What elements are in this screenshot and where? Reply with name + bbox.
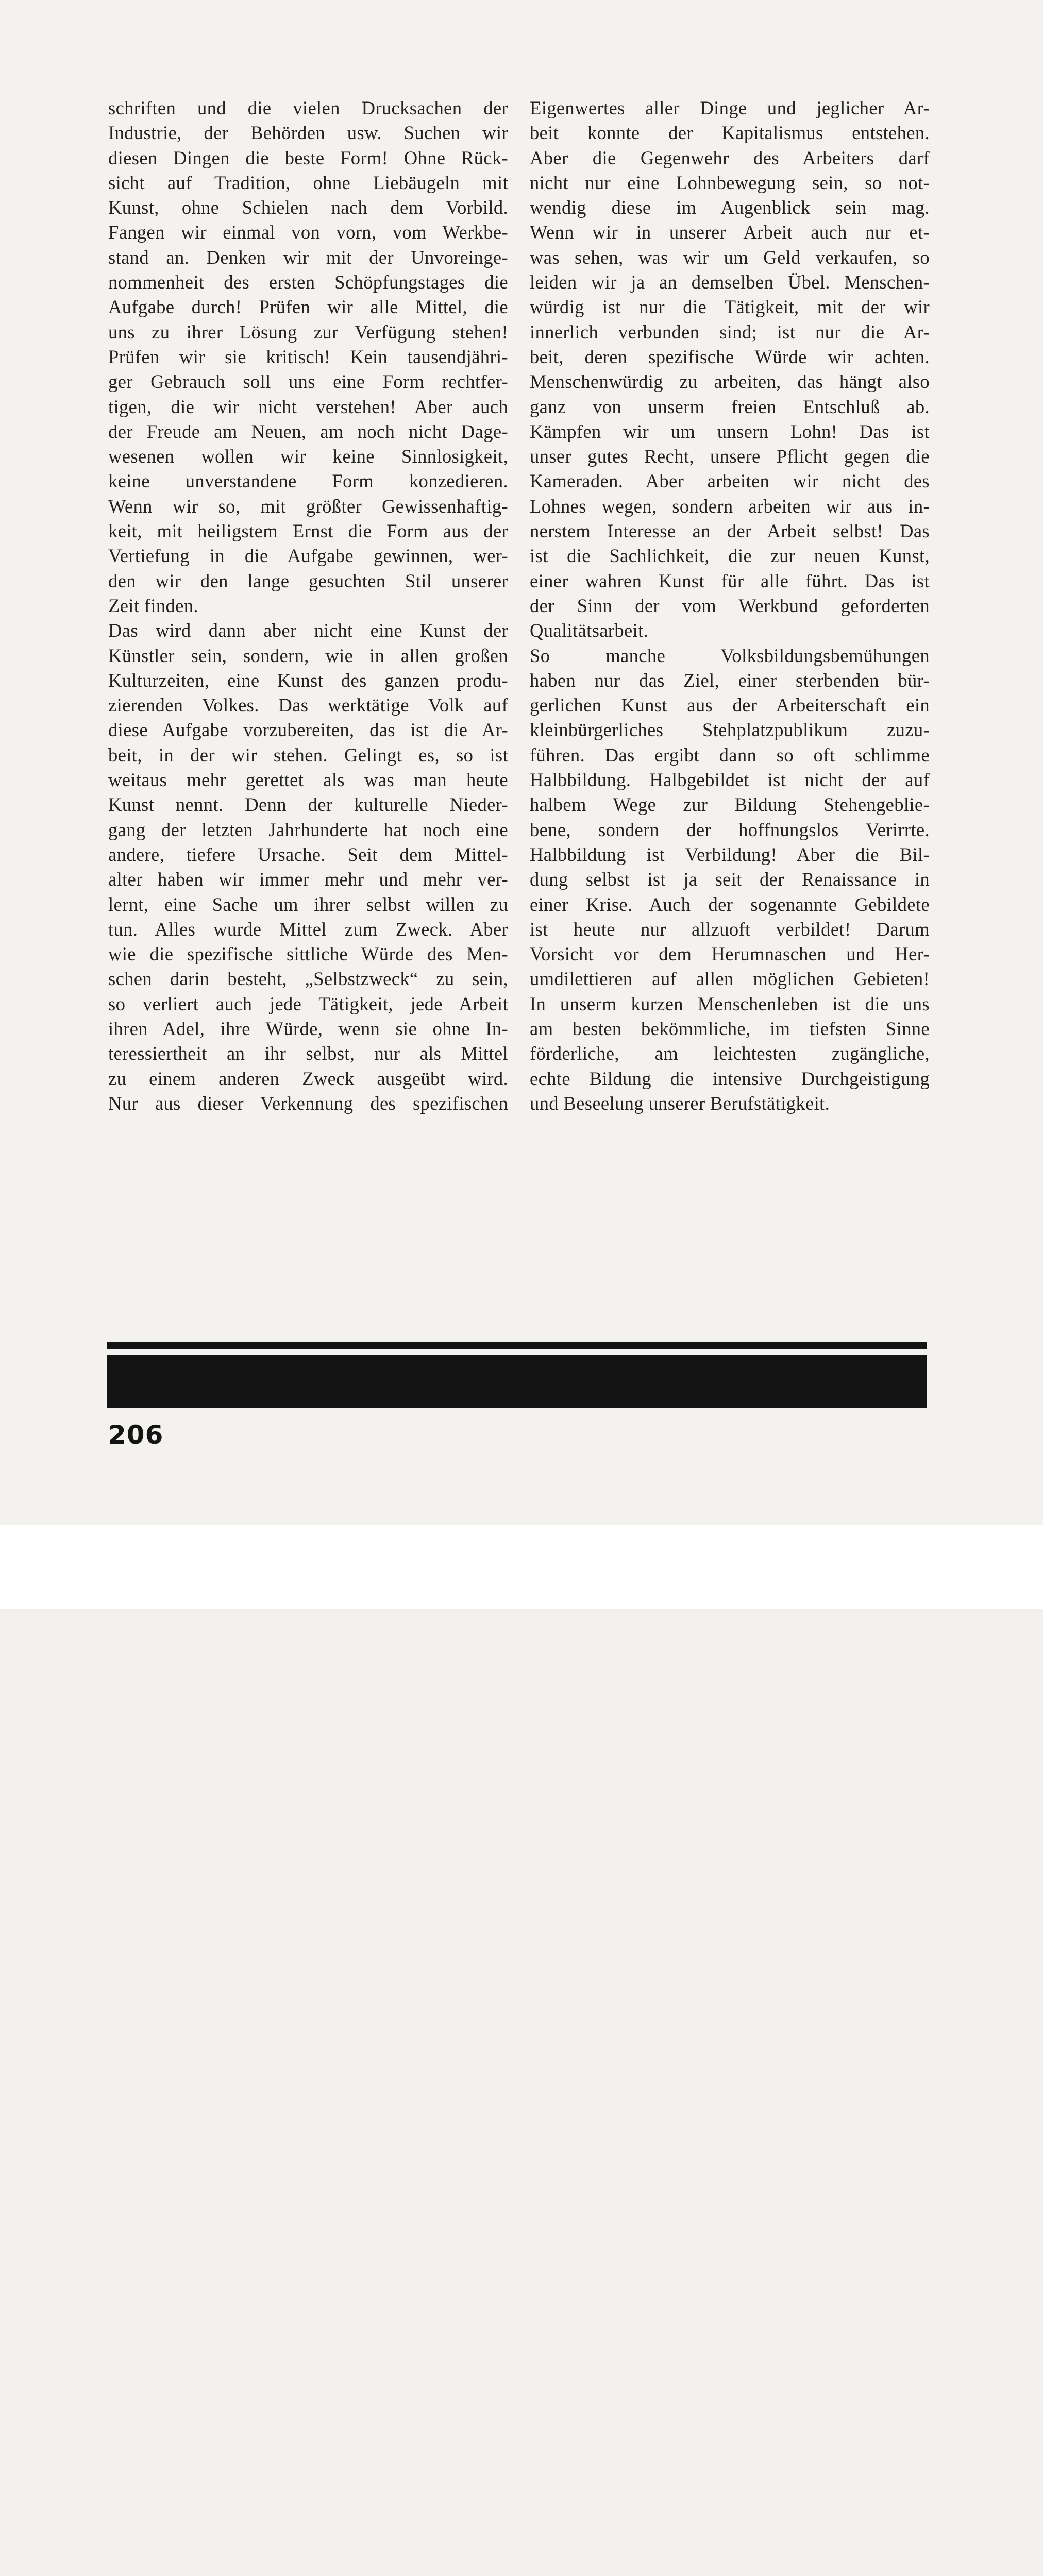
left-text-column [108,96,508,1116]
text-line: förderliche, am leichtesten zugängliche, [530,1043,930,1064]
text-line: wesenen wollen wir keine Sinnlosigkeit, [108,446,508,467]
text-line: Lohnes wegen, sondern arbeiten wir aus in- [530,495,930,517]
text-line: zu einem anderen Zweck ausgeübt wird. [108,1067,508,1089]
text-line: alter haben wir immer mehr und mehr ver- [108,869,508,890]
text-line: So manche Volksbildungsbemühungen [530,645,930,666]
text-line: Menschenwürdig zu arbeiten, das hängt also [530,371,930,393]
text-line: Vorsicht vor dem Herumnaschen und Her- [530,943,930,965]
text-line: leiden wir ja an demselben Übel. Menschen- [530,272,930,293]
text-line: Halbbildung ist Verbildung! Aber die Bil- [530,843,930,865]
text-line: Kunst nennt. Denn der kulturelle Nieder- [108,794,508,816]
digitization-footer [0,1525,1043,1609]
text-line: zierenden Volkes. Das werktätige Volk auf [108,694,508,716]
text-line: Nur aus dieser Verkennung des spezifischen [108,1092,508,1114]
text-line: einer wahren Kunst für alle führt. Das ist [530,570,930,591]
text-line: Kulturzeiten, eine Kunst des ganzen produ- [108,669,508,691]
text-line: führen. Das ergibt dann so oft schlimme [530,744,930,766]
text-line: wendig diese im Augenblick sein mag. [530,197,930,218]
text-line: tun. Alles wurde Mittel zum Zweck. Aber [108,918,508,940]
text-line: uns zu ihrer Lösung zur Verfügung stehen! [108,321,508,343]
text-line: Kameraden. Aber arbeiten wir nicht des [530,470,930,492]
text-line: wie die spezifische sittliche Würde des Men- [108,943,508,965]
text-line: halbem Wege zur Bildung Stehengeblie- [530,794,930,816]
text-line: In unserm kurzen Menschenleben ist die uns [530,993,930,1014]
text-line: was sehen, was wir um Geld verkaufen, so [530,246,930,268]
text-line: keit, mit heiligstem Ernst die Form aus der [108,520,508,542]
text-line: ihren Adel, ihre Würde, wenn sie ohne In- [108,1018,508,1039]
text-line: sicht auf Tradition, ohne Liebäugeln mit [108,172,508,193]
text-line: und Beseelung unserer Berufstätigkeit. [530,1092,830,1114]
text-line: beit, deren spezifische Würde wir achten. [530,346,930,367]
text-line: den wir den lange gesuchten Stil unserer [108,570,508,591]
text-line: diese Aufgabe vorzubereiten, das ist die Ar- [108,719,508,741]
text-line: Kämpfen wir um unsern Lohn! Das ist [530,420,930,442]
text-line: innerlich verbunden sind; ist nur die Ar- [530,321,930,343]
text-line: am besten bekömmliche, im tiefsten Sinne [530,1018,930,1039]
text-line: nommenheit des ersten Schöpfungstages die [108,272,508,293]
text-line: schen darin besteht, „Selbstzweck“ zu sein, [108,968,508,990]
text-line: schriften und die vielen Drucksachen der [108,97,508,118]
text-line: Wenn wir so, mit größter Gewissenhaftig- [108,495,508,517]
text-line: Das wird dann aber nicht eine Kunst der [108,620,508,641]
text-line: so verliert auch jede Tätigkeit, jede Arbeit [108,993,508,1014]
text-line: Vertiefung in die Aufgabe gewinnen, wer- [108,545,508,567]
text-line: dung selbst ist ja seit der Renaissance in [530,869,930,890]
text-line: der Freude am Neuen, am noch nicht Dage- [108,420,508,442]
text-line: umdilettieren auf allen möglichen Gebieten! [530,968,930,990]
text-line: Fangen wir einmal von vorn, vom Werkbe- [108,222,508,243]
text-line: gerlichen Kunst aus der Arbeiterschaft ein [530,694,930,716]
text-line: stand an. Denken wir mit der Unvoreinge- [108,246,508,268]
text-line: Prüfen wir sie kritisch! Kein tausendjähri- [108,346,508,367]
text-line: kleinbürgerliches Stehplatzpublikum zuzu- [530,719,930,741]
text-line: Zeit finden. [108,595,198,616]
text-line: Eigenwertes aller Dinge und jeglicher Ar- [530,97,930,118]
text-line: lernt, eine Sache um ihrer selbst willen zu [108,893,508,915]
text-line: Kunst, ohne Schielen nach dem Vorbild. [108,197,508,218]
text-line: haben nur das Ziel, einer sterbenden bür- [530,669,930,691]
text-line: ger Gebrauch soll uns eine Form rechtfer- [108,371,508,393]
text-line: Halbbildung. Halbgebildet ist nicht der auf [530,769,930,791]
text-line: Qualitätsarbeit. [530,620,649,641]
text-line: keine unverstandene Form konzedieren. [108,470,508,492]
text-line: Aufgabe durch! Prüfen wir alle Mittel, die [108,296,508,318]
text-line: nicht nur eine Lohnbewegung sein, so not- [530,172,930,193]
page-number: 206 [108,1420,164,1450]
text-line: ganz von unserm freien Entschluß ab. [530,396,930,417]
text-line: der Sinn der vom Werkbund geforderten [530,595,930,616]
text-line: bene, sondern der hoffnungslos Verirrte. [530,819,930,840]
text-line: einer Krise. Auch der sogenannte Gebildete [530,893,930,915]
text-line: gang der letzten Jahrhunderte hat noch eine [108,819,508,840]
text-line: beit, in der wir stehen. Gelingt es, so ist [108,744,508,766]
text-line: ist die Sachlichkeit, die zur neuen Kunst, [530,545,930,567]
text-line: Aber die Gegenwehr des Arbeiters darf [530,147,930,168]
text-line: diesen Dingen die beste Form! Ohne Rück- [108,147,508,168]
text-line: andere, tiefere Ursache. Seit dem Mittel- [108,843,508,865]
text-line: Industrie, der Behörden usw. Suchen wir [108,122,508,144]
text-line: nerstem Interesse an der Arbeit selbst! Das [530,520,930,542]
text-line: unser gutes Recht, unsere Pflicht gegen die [530,446,930,467]
text-line: teressiertheit an ihr selbst, nur als Mittel [108,1043,508,1064]
text-line: ist heute nur allzuoft verbildet! Darum [530,918,930,940]
decorative-thin-rule [107,1342,927,1349]
text-line: beit konnte der Kapitalismus entstehen. [530,122,930,144]
text-line: Künstler sein, sondern, wie in allen großen [108,645,508,666]
text-line: echte Bildung die intensive Durchgeistigung [530,1067,930,1089]
right-text-column [530,96,930,1116]
decorative-thick-bar [107,1355,927,1408]
text-line: weitaus mehr gerettet als was man heute [108,769,508,791]
text-line: tigen, die wir nicht verstehen! Aber auch [108,396,508,417]
text-line: würdig ist nur die Tätigkeit, mit der wir [530,296,930,318]
text-line: Wenn wir in unserer Arbeit auch nur et- [530,222,930,243]
